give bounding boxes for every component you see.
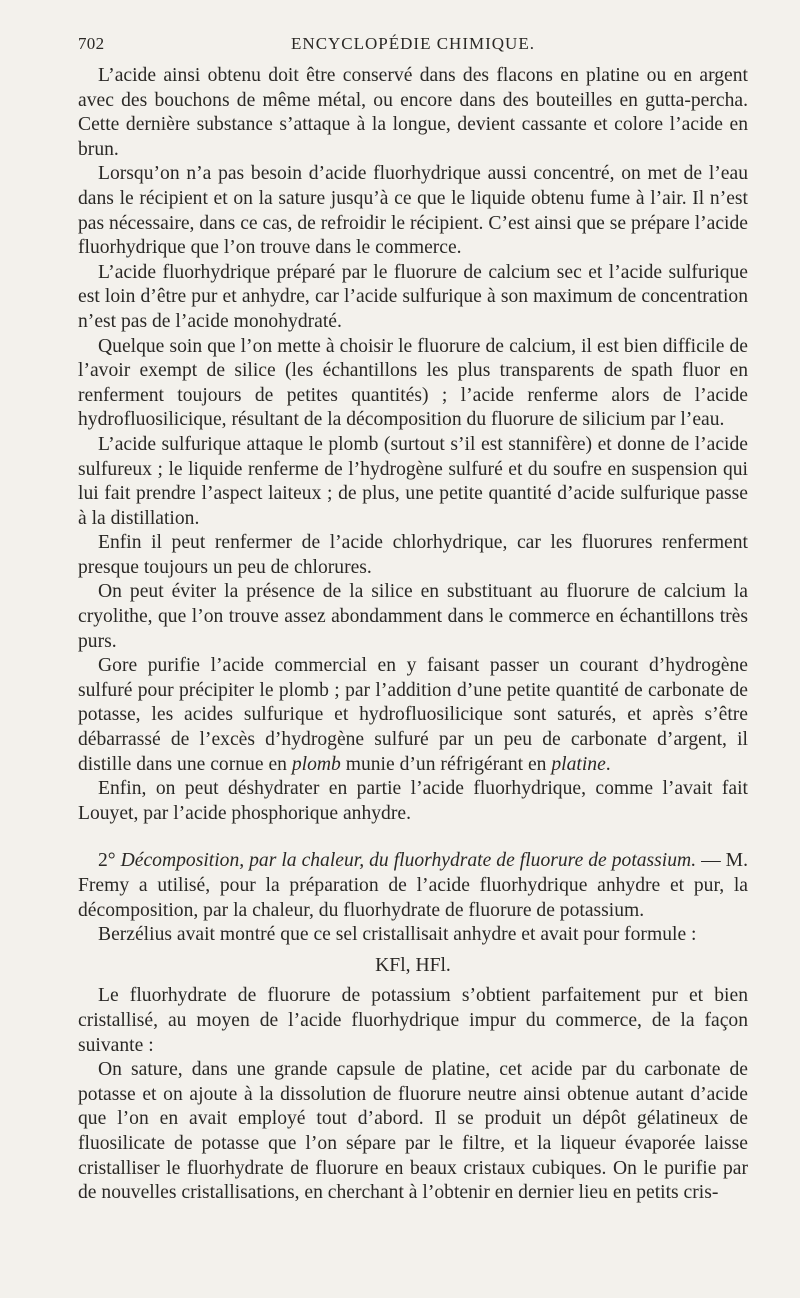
section-text: M. Fremy a utilisé, pour la préparation de l’acide fluorhydrique anhydre et pur, la décomposition, par la chaleur, du fluorhydrate de fluorure de potassium. bbox=[78, 850, 748, 921]
body-text bbox=[78, 64, 748, 1206]
page-number: 702 bbox=[78, 34, 105, 53]
paragraph: Le fluorhydrate de fluorure de potassium s’obtient parfaitement pur et bien cristallisé, au moyen de l’acide fluorhydrique impur du commerce, de la façon suivante : bbox=[78, 985, 748, 1056]
em-dash: — bbox=[696, 850, 726, 872]
paragraph: Berzélius avait montré que ce sel cristallisait anhydre et avait pour formule : bbox=[98, 924, 697, 946]
page-header bbox=[78, 34, 748, 60]
paragraph: On peut éviter la présence de la silice en substituant au fluorure de calcium la cryolithe, que l’on trouve assez abondamment dans le commerce en échantillons très purs. bbox=[78, 581, 748, 652]
italic-term-platine: platine bbox=[551, 753, 606, 775]
paragraph: Enfin, on peut déshydrater en partie l’acide fluorhydrique, comme l’avait fait Louyet, par l’acide phosphorique anhydre. bbox=[78, 778, 748, 824]
section-gap bbox=[78, 826, 748, 849]
text-span: munie d’un réfrigérant en bbox=[340, 753, 552, 775]
italic-term-plomb: plomb bbox=[291, 753, 341, 775]
chemical-formula: KFl, HFl. bbox=[375, 954, 451, 976]
section-heading: Décomposition, par la chaleur, du fluorhydrate de fluorure de potassium. bbox=[120, 850, 697, 872]
section-heading-paragraph bbox=[78, 849, 748, 923]
paragraph: L’acide fluorhydrique préparé par le fluorure de calcium sec et l’acide sulfurique est loin d’être pur et anhydre, car l’acide sulfurique à son maximum de concentration n’est pas de l’acide monohydraté. bbox=[78, 261, 748, 332]
running-title: ENCYCLOPÉDIE CHIMIQUE. bbox=[291, 34, 535, 53]
paragraph: L’acide ainsi obtenu doit être conservé dans des flacons en platine ou en argent avec des bouchons de même métal, ou encore dans des bouteilles en gutta-percha. Cette dernière substance s’attaque à la longue, devient cassante et colore l’acide en brun. bbox=[78, 65, 748, 160]
paragraph: Enfin il peut renfermer de l’acide chlorhydrique, car les fluorures renferment presque toujours un peu de chlorures. bbox=[78, 532, 748, 578]
text-span: Gore purifie l’acide commercial en y faisant passer un courant d’hydrogène sulfuré pour précipiter le plomb ; par l’addition d’une petite quantité de carbonate de potasse, les acides sulfurique et hydrofluosilicique sont saturés, et après s’être débarrassé de l’excès d’hydrogène sulfuré par un peu de carbonate d’argent, il distille dans une cornue en bbox=[78, 655, 748, 775]
paragraph: On sature, dans une grande capsule de platine, cet acide par du carbonate de potasse et on ajoute à la dissolution de fluorure neutre ainsi obtenue autant d’acide que l’on en avait employé tout d’abord. Il se produit un dépôt gélatineux de fluosilicate de potasse que l’on sépare par le filtre, et la liqueur évaporée laisse cristalliser le fluorhydrate de fluorure en beaux cristaux cubiques. On le purifie par de nouvelles cristallisations, en cherchant à l’obtenir en dernier lieu en petits cris- bbox=[78, 1059, 748, 1204]
paragraph: Quelque soin que l’on mette à choisir le fluorure de calcium, il est bien difficile de l’avoir exempt de silice (les échantillons les plus transparents de spath fluor en renferment toujours de petites quantités) ; l’acide renferme alors de l’acide hydrofluosilicique, résultant de la décomposition du fluorure de silicium par l’eau. bbox=[78, 335, 748, 431]
paragraph: Lorsqu’on n’a pas besoin d’acide fluorhydrique aussi concentré, on met de l’eau dans le récipient et on la sature jusqu’à ce que le liquide obtenu fume à l’air. Il n’est pas nécessaire, dans ce cas, de refroidir le récipient. C’est ainsi que se prépare l’acide fluorhydrique que l’on trouve dans le commerce. bbox=[78, 163, 748, 259]
paragraph-gore bbox=[78, 654, 748, 777]
text-span: . bbox=[605, 753, 611, 775]
section-number: 2° bbox=[98, 850, 116, 872]
paragraph: L’acide sulfurique attaque le plomb (surtout s’il est stannifère) et donne de l’acide sulfureux ; le liquide renferme de l’hydrogène sulfuré et du soufre en suspension qui lui fait prendre l’aspect laiteux ; de plus, une petite quantité d’acide sulfurique passe à la distillation. bbox=[78, 433, 748, 529]
